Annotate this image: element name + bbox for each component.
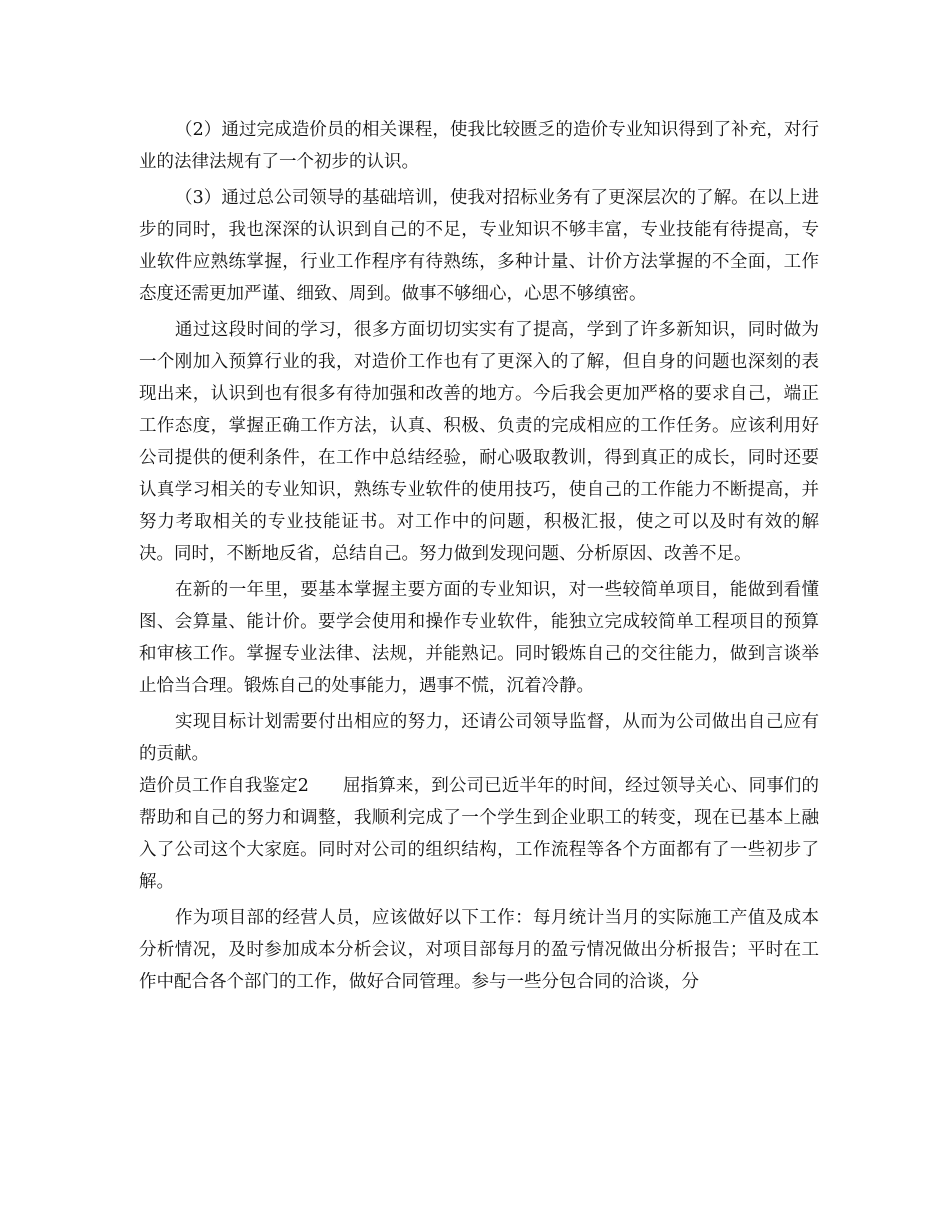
section-2-spacer (309, 776, 343, 796)
section-2-paragraph (139, 770, 819, 898)
section-2-text: 屈指算来，到公司已近半年的时间，经过领导关心、同事们的帮助和自己的努力和调整，我顺利完成了一个学生到企业职工的转变，现在已基本上融入了公司这个大家庭。同时对公司的组织结构，工作流程等各个方面都有了一些初步了解。 (139, 776, 819, 892)
paragraph-study-summary: 通过这段时间的学习，很多方面切切实实有了提高，学到了许多新知识，同时做为一个刚加入预算行业的我，对造价工作也有了更深入的了解，但自身的问题也深刻的表现出来，认识到也有很多有待加强和改善的地方。今后我会更加严格的要求自己，端正工作态度，掌握正确工作方法，认真、积极、负责的完成相应的工作任务。应该利用好公司提供的便利条件，在工作中总结经验，耐心吸取教训，得到真正的成长，同时还要认真学习相关的专业知识，熟练专业软件的使用技巧，使自己的工作能力不断提高，并努力考取相关的专业技能证书。对工作中的问题，积极汇报，使之可以及时有效的解决。同时，不断地反省，总结自己。努力做到发现问题、分析原因、改善不足。 (139, 320, 819, 564)
paragraph-item-3: （3）通过总公司领导的基础培训，使我对招标业务有了更深层次的了解。在以上进步的同时，我也深深的认识到自己的不足，专业知识不够丰富，专业技能有待提高，专业软件应熟练掌握，行业工作程序有待熟练，多种计量、计价方法掌握的不全面，工作态度还需更加严谨、细致、周到。做事不够细心，心思不够缜密。 (139, 188, 819, 304)
document-body (139, 114, 819, 998)
paragraph-goal-effort: 实现目标计划需要付出相应的努力，还请公司领导监督，从而为公司做出自己应有的贡献。 (139, 712, 819, 764)
section-2-heading: 造价员工作自我鉴定2 (139, 776, 309, 796)
paragraph-new-year-goals: 在新的一年里，要基本掌握主要方面的专业知识，对一些较简单项目，能做到看懂图、会算量、能计价。要学会使用和操作专业软件，能独立完成较简单工程项目的预算和审核工作。掌握专业法律、法规，并能熟记。同时锻炼自己的交往能力，做到言谈举止恰当合理。锻炼自己的处事能力，遇事不慌，沉着冷静。 (139, 580, 819, 696)
paragraph-project-duties: 作为项目部的经营人员，应该做好以下工作：每月统计当月的实际施工产值及成本分析情况，及时参加成本分析会议，对项目部每月的盈亏情况做出分析报告；平时在工作中配合各个部门的工作，做好合同管理。参与一些分包合同的洽谈，分 (139, 908, 819, 992)
paragraph-item-2: （2）通过完成造价员的相关课程，使我比较匮乏的造价专业知识得到了补充，对行业的法律法规有了一个初步的认识。 (139, 120, 819, 172)
